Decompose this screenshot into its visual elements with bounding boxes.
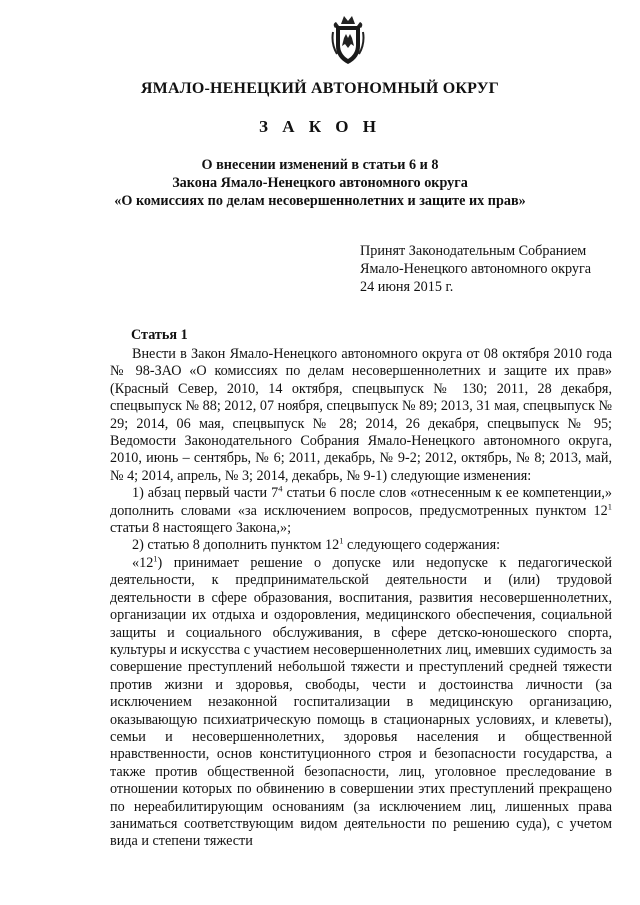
subject-line: Закона Ямало-Ненецкого автономного округа — [172, 175, 468, 191]
document-type: З А К О Н — [258, 117, 382, 136]
subject-line: «О комиссиях по делам несовершеннолетних и защите их прав» — [114, 193, 526, 209]
new-clause-text: «$12^1$) принимает решение о допуске или недопуске к педагогической деятельности, к предпринимательской деятельности и (или) трудовой деятельности в сфере образования, воспитания, развития несовершеннолетних, организации их отдыха и оздоровления, медицинского обеспечения, социальной защиты и социального обслуживания, в сфере детско-юношеского спорта, культуры и искусства с участием несовершеннолетних лиц, имевших судимость за совершение преступлений небольшой тяжести и преступлений средней тяжести против жизни и здоровья, свободы, чести и достоинства личности (за исключением незаконной госпитализации в медицинскую организацию, оказывающую психиатрическую помощь в стационарных условиях, и клеветы), семьи и несовершеннолетних, здоровья населения и общественной нравственности, основ конституционного строя и безопасности государства, а также против общественной безопасности, лиц, уголовное преследование в отношении которых по обвинению в совершении этих преступлений прекращено по нереабилитирующим основаниям (за исключением лиц, лишенных права заниматься соответствующим видом деятельности по решению суда), с учетом вида и степени тяжести — [110, 553, 612, 850]
article-title: Статья 1 — [131, 327, 188, 343]
article-intro: Внести в Закон Ямало-Ненецкого автономного округа от 08 октября 2010 года № 98-ЗАО «О комиссиях по делам несовершеннолетних и защите их прав» (Красный Север, 2010, 14 октября, спецвыпуск № 130; 2011, 28 декабря, спецвыпуск № 88; 2012, 07 ноября, спецвыпуск № 89; 2013, 31 мая, спецвыпуск № 29; 2014, 06 мая, спецвыпуск № 28; 2014, 26 декабря, спецвыпуск № 95; Ведомости Законодательного Собрания Ямало-Ненецкого автономного округа, 2010, июнь – сентябрь, № 6; 2011, декабрь, № 9-2; 2012, октябрь, № 8; 2013, май, № 4; 2014, апрель, № 3; 2014, декабрь, № 9-1) следующие изменения: — [110, 346, 612, 484]
adoption-line: Ямало-Ненецкого автономного округа — [360, 261, 592, 277]
adoption-note — [360, 242, 591, 296]
coat-of-arms-emblem — [331, 10, 365, 66]
amendment-item-1: 1) абзац первый части $7^4$ статьи 6 после слов «отнесенным к ее компетенции,» дополнить словами «за исключением вопросов, предусмотренных пунктом $12^1$ статьи 8 настоящего Закона,»; — [110, 483, 612, 537]
amendment-item-2: 2) статью 8 дополнить пунктом $12^1$ следующего содержания: — [132, 535, 501, 554]
region-name: ЯМАЛО-НЕНЕЦКИЙ АВТОНОМНЫЙ ОКРУГ — [140, 80, 500, 97]
adoption-line: Принят Законодательным Собранием — [360, 243, 587, 259]
law-subject — [0, 156, 640, 210]
adoption-date: 24 июня 2015 г. — [360, 279, 454, 295]
article-body — [110, 346, 612, 851]
subject-line: О внесении изменений в статьи 6 и 8 — [201, 157, 439, 173]
